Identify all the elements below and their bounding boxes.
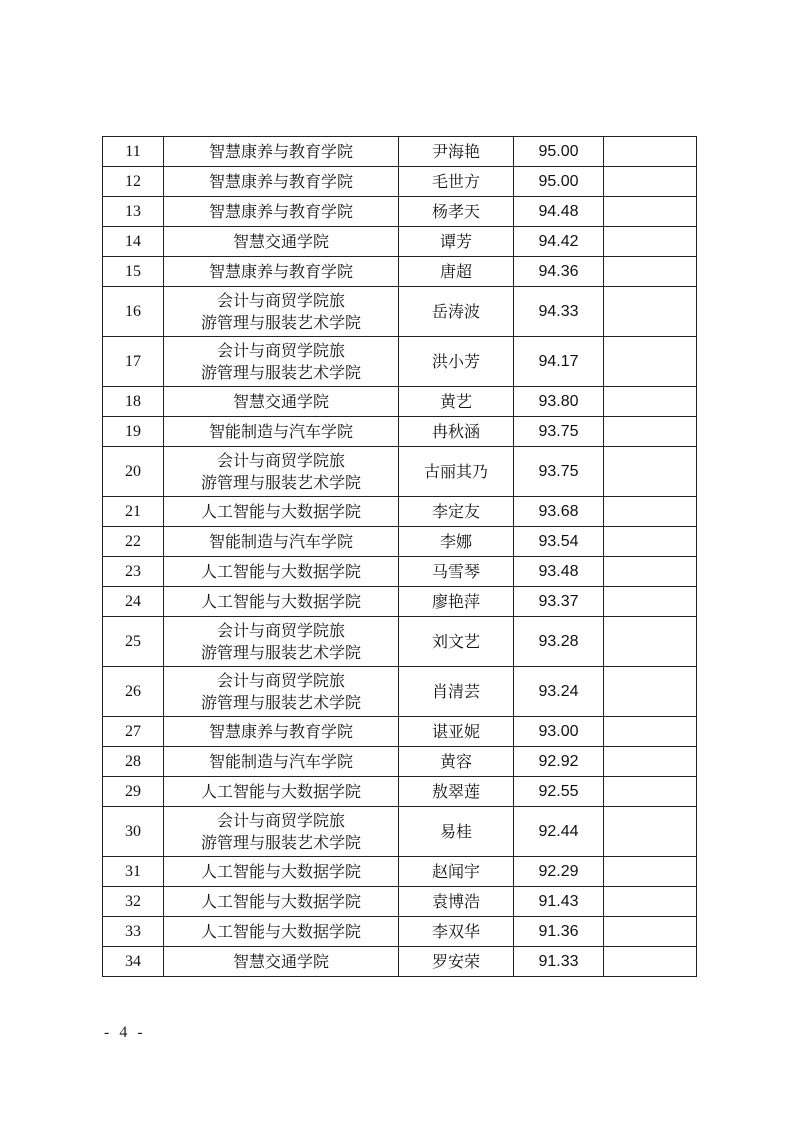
row-number-cell: 14 [103, 227, 164, 257]
college-line: 会计与商贸学院旅 [216, 340, 345, 360]
college-line: 人工智能与大数据学院 [200, 921, 361, 941]
score-cell: 93.24 [514, 667, 604, 717]
student-name-cell: 肖清芸 [399, 667, 514, 717]
college-cell [164, 857, 399, 887]
row-number-cell: 32 [103, 887, 164, 917]
score-cell: 93.68 [514, 497, 604, 527]
college-cell [164, 417, 399, 447]
row-number-cell: 17 [103, 337, 164, 387]
college-line: 游管理与服装艺术学院 [200, 642, 361, 662]
college-cell [164, 287, 399, 337]
student-name-cell: 唐超 [399, 257, 514, 287]
college-cell [164, 947, 399, 977]
table-row [103, 227, 697, 257]
row-number-cell: 11 [103, 137, 164, 167]
student-name-cell: 岳涛波 [399, 287, 514, 337]
college-line: 游管理与服装艺术学院 [200, 692, 361, 712]
remarks-cell [604, 557, 697, 587]
row-number-cell: 22 [103, 527, 164, 557]
row-number-cell: 16 [103, 287, 164, 337]
score-cell: 94.36 [514, 257, 604, 287]
student-name-cell: 杨孝天 [399, 197, 514, 227]
remarks-cell [604, 747, 697, 777]
college-line: 会计与商贸学院旅 [216, 290, 345, 310]
table-row [103, 257, 697, 287]
score-cell: 93.54 [514, 527, 604, 557]
college-line: 会计与商贸学院旅 [216, 810, 345, 830]
score-cell: 91.43 [514, 887, 604, 917]
row-number-cell: 13 [103, 197, 164, 227]
remarks-cell [604, 947, 697, 977]
score-cell: 92.92 [514, 747, 604, 777]
row-number-cell: 25 [103, 617, 164, 667]
remarks-cell [604, 587, 697, 617]
table-row [103, 497, 697, 527]
student-name-cell: 赵闻宇 [399, 857, 514, 887]
page-number: - 4 - [104, 1024, 146, 1041]
row-number-cell: 18 [103, 387, 164, 417]
student-name-cell: 罗安荣 [399, 947, 514, 977]
row-number-cell: 29 [103, 777, 164, 807]
college-cell [164, 807, 399, 857]
row-number-cell: 27 [103, 717, 164, 747]
remarks-cell [604, 497, 697, 527]
score-table-body [103, 137, 697, 977]
college-line: 人工智能与大数据学院 [200, 591, 361, 611]
college-line: 会计与商贸学院旅 [216, 450, 345, 470]
college-line: 游管理与服装艺术学院 [200, 312, 361, 332]
row-number-cell: 20 [103, 447, 164, 497]
score-cell: 92.55 [514, 777, 604, 807]
college-line: 游管理与服装艺术学院 [200, 472, 361, 492]
remarks-cell [604, 617, 697, 667]
remarks-cell [604, 777, 697, 807]
student-name-cell: 易桂 [399, 807, 514, 857]
row-number-cell: 21 [103, 497, 164, 527]
table-row [103, 417, 697, 447]
student-name-cell: 谌亚妮 [399, 717, 514, 747]
score-cell: 94.42 [514, 227, 604, 257]
remarks-cell [604, 807, 697, 857]
college-cell [164, 777, 399, 807]
student-name-cell: 李双华 [399, 917, 514, 947]
score-cell: 95.00 [514, 167, 604, 197]
table-row [103, 857, 697, 887]
score-cell: 93.75 [514, 447, 604, 497]
remarks-cell [604, 917, 697, 947]
table-row [103, 777, 697, 807]
college-line: 智能制造与汽车学院 [208, 531, 353, 551]
remarks-cell [604, 197, 697, 227]
row-number-cell: 15 [103, 257, 164, 287]
table-row [103, 447, 697, 497]
college-cell [164, 337, 399, 387]
remarks-cell [604, 257, 697, 287]
college-line: 智能制造与汽车学院 [208, 421, 353, 441]
college-cell [164, 617, 399, 667]
score-cell: 94.17 [514, 337, 604, 387]
college-cell [164, 387, 399, 417]
college-cell [164, 167, 399, 197]
row-number-cell: 23 [103, 557, 164, 587]
table-row [103, 387, 697, 417]
college-cell [164, 917, 399, 947]
remarks-cell [604, 527, 697, 557]
remarks-cell [604, 667, 697, 717]
college-cell [164, 587, 399, 617]
score-cell: 93.80 [514, 387, 604, 417]
college-cell [164, 667, 399, 717]
student-name-cell: 黄艺 [399, 387, 514, 417]
table-row [103, 887, 697, 917]
score-cell: 94.33 [514, 287, 604, 337]
table-row [103, 947, 697, 977]
college-line: 人工智能与大数据学院 [200, 561, 361, 581]
row-number-cell: 31 [103, 857, 164, 887]
table-row [103, 167, 697, 197]
remarks-cell [604, 227, 697, 257]
college-cell [164, 527, 399, 557]
college-line: 人工智能与大数据学院 [200, 781, 361, 801]
table-row [103, 197, 697, 227]
college-line: 游管理与服装艺术学院 [200, 362, 361, 382]
score-cell: 92.44 [514, 807, 604, 857]
row-number-cell: 19 [103, 417, 164, 447]
college-line: 会计与商贸学院旅 [216, 620, 345, 640]
score-table [102, 136, 697, 977]
student-name-cell: 敖翠莲 [399, 777, 514, 807]
student-name-cell: 李定友 [399, 497, 514, 527]
college-line: 人工智能与大数据学院 [200, 861, 361, 881]
college-line: 智慧康养与教育学院 [208, 201, 353, 221]
college-cell [164, 137, 399, 167]
college-cell [164, 747, 399, 777]
table-row [103, 527, 697, 557]
remarks-cell [604, 137, 697, 167]
remarks-cell [604, 857, 697, 887]
score-cell: 91.36 [514, 917, 604, 947]
college-cell [164, 717, 399, 747]
college-line: 智慧交通学院 [232, 231, 329, 251]
remarks-cell [604, 167, 697, 197]
row-number-cell: 28 [103, 747, 164, 777]
row-number-cell: 26 [103, 667, 164, 717]
remarks-cell [604, 887, 697, 917]
student-name-cell: 冉秋涵 [399, 417, 514, 447]
score-cell: 95.00 [514, 137, 604, 167]
row-number-cell: 34 [103, 947, 164, 977]
college-line: 智慧康养与教育学院 [208, 261, 353, 281]
table-row [103, 617, 697, 667]
table-row [103, 587, 697, 617]
table-row [103, 557, 697, 587]
student-name-cell: 洪小芳 [399, 337, 514, 387]
college-line: 会计与商贸学院旅 [216, 670, 345, 690]
table-row [103, 667, 697, 717]
score-cell: 93.28 [514, 617, 604, 667]
remarks-cell [604, 337, 697, 387]
score-cell: 94.48 [514, 197, 604, 227]
college-line: 游管理与服装艺术学院 [200, 832, 361, 852]
table-row [103, 137, 697, 167]
remarks-cell [604, 417, 697, 447]
remarks-cell [604, 717, 697, 747]
table-row [103, 287, 697, 337]
student-name-cell: 刘文艺 [399, 617, 514, 667]
college-cell [164, 197, 399, 227]
college-line: 智能制造与汽车学院 [208, 751, 353, 771]
remarks-cell [604, 387, 697, 417]
student-name-cell: 李娜 [399, 527, 514, 557]
score-cell: 91.33 [514, 947, 604, 977]
student-name-cell: 廖艳萍 [399, 587, 514, 617]
row-number-cell: 33 [103, 917, 164, 947]
table-row [103, 747, 697, 777]
score-cell: 93.48 [514, 557, 604, 587]
college-line: 人工智能与大数据学院 [200, 501, 361, 521]
row-number-cell: 30 [103, 807, 164, 857]
college-cell [164, 557, 399, 587]
student-name-cell: 古丽其乃 [399, 447, 514, 497]
score-cell: 92.29 [514, 857, 604, 887]
college-line: 智慧康养与教育学院 [208, 141, 353, 161]
table-row [103, 717, 697, 747]
table-row [103, 807, 697, 857]
score-cell: 93.00 [514, 717, 604, 747]
college-line: 智慧交通学院 [232, 391, 329, 411]
remarks-cell [604, 447, 697, 497]
student-name-cell: 马雪琴 [399, 557, 514, 587]
table-row [103, 917, 697, 947]
student-name-cell: 黄容 [399, 747, 514, 777]
college-cell [164, 887, 399, 917]
college-cell [164, 257, 399, 287]
student-name-cell: 毛世方 [399, 167, 514, 197]
college-cell [164, 497, 399, 527]
college-line: 人工智能与大数据学院 [200, 891, 361, 911]
college-cell [164, 447, 399, 497]
college-line: 智慧康养与教育学院 [208, 171, 353, 191]
college-line: 智慧交通学院 [232, 951, 329, 971]
student-name-cell: 袁博浩 [399, 887, 514, 917]
student-name-cell: 尹海艳 [399, 137, 514, 167]
row-number-cell: 12 [103, 167, 164, 197]
table-row [103, 337, 697, 387]
remarks-cell [604, 287, 697, 337]
college-line: 智慧康养与教育学院 [208, 721, 353, 741]
score-cell: 93.75 [514, 417, 604, 447]
row-number-cell: 24 [103, 587, 164, 617]
score-cell: 93.37 [514, 587, 604, 617]
college-cell [164, 227, 399, 257]
student-name-cell: 谭芳 [399, 227, 514, 257]
